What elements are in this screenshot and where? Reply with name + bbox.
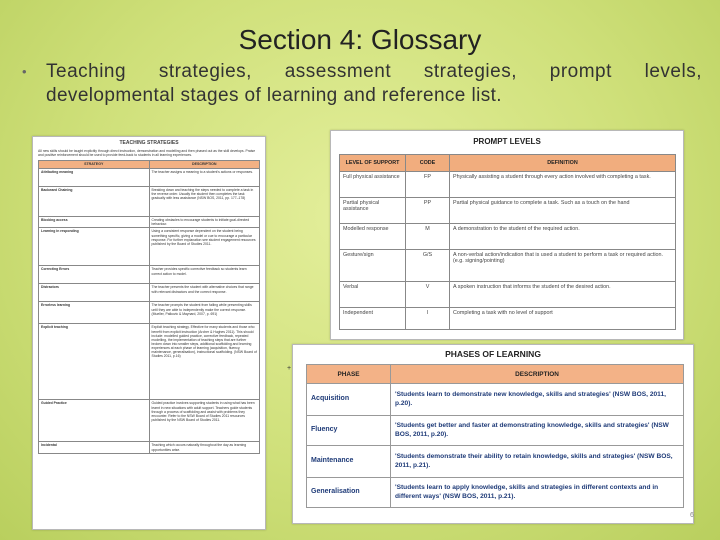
strategy-name: Errorless learning — [39, 302, 150, 324]
bullet-word: Teaching — [46, 61, 127, 82]
table-row — [39, 169, 260, 187]
support-level: Modelled response — [340, 224, 406, 250]
phase-name: Fluency — [307, 416, 391, 446]
support-definition: Partial physical guidance to complete a task. Such as a touch on the hand — [450, 198, 676, 224]
strategy-description: The teacher assigns a meaning to a student's actions or responses. — [149, 169, 260, 187]
table-row — [307, 446, 684, 478]
strategy-name: Explicit teaching — [39, 324, 150, 400]
column-header: STRATEGY — [39, 161, 150, 169]
table-row — [39, 228, 260, 266]
table-header-row — [307, 365, 684, 384]
support-code: PP — [406, 198, 450, 224]
bullet-line-1 — [46, 60, 702, 84]
strategy-name: Backward Chaining — [39, 187, 150, 217]
strategy-description: Breaking down and teaching the steps needed to complete a task in the reverse order. Usually the student then completes the task gradually with less assistance (NSW BOS, 2011, pp. 177–178) — [149, 187, 260, 217]
page-number: 6 — [690, 512, 694, 519]
support-code: M — [406, 224, 450, 250]
teaching-strategies-intro: All new skills should be taught explicitly through direct instruction, demonstration and modelling and then phased out as the skill develops. Praise and positive reinforcement should be used to provide feed-back to students in all learning experiences. — [38, 149, 256, 158]
table-row — [307, 478, 684, 508]
strategy-name: Incidental — [39, 442, 150, 453]
phase-description: 'Students demonstrate their ability to retain knowledge, skills and strategies' (NSW BOS, 2011, p.21). — [391, 446, 684, 478]
bullet-word: levels, — [644, 61, 702, 82]
bullet-word: strategies, — [423, 61, 517, 82]
bullet-line-2: developmental stages of learning and reference list. — [46, 85, 502, 106]
table-row — [39, 302, 260, 324]
table-row — [340, 282, 676, 308]
support-code: V — [406, 282, 450, 308]
support-level: Independent — [340, 308, 406, 330]
column-header: LEVEL OF SUPPORT — [340, 155, 406, 172]
table-row — [307, 384, 684, 416]
teaching-strategies-title: TEACHING STRATEGIES — [119, 140, 179, 146]
support-definition: A non-verbal action/indication that is used a student to perform a task or required action. (e.g. signing/pointing) — [450, 250, 676, 282]
prompt-levels-table — [339, 154, 676, 330]
support-level: Full physical assistance — [340, 172, 406, 198]
teaching-strategies-document — [32, 136, 266, 530]
column-header: PHASE — [307, 365, 391, 384]
strategy-name: Distractors — [39, 284, 150, 302]
strategy-description: Teaching which occurs naturally throughout the day as learning opportunities arise. — [149, 442, 260, 453]
phases-of-learning-title: PHASES OF LEARNING — [445, 349, 541, 359]
table-row — [39, 442, 260, 453]
table-row — [39, 266, 260, 284]
slide-title: Section 4: Glossary — [238, 24, 482, 55]
table-row — [340, 172, 676, 198]
phases-of-learning-table — [306, 364, 684, 508]
phases-of-learning-document — [287, 344, 694, 524]
support-code: G/S — [406, 250, 450, 282]
bullet-word: prompt — [549, 61, 612, 82]
support-code: FP — [406, 172, 450, 198]
strategy-name: Correcting Errors — [39, 266, 150, 284]
table-row — [39, 217, 260, 228]
support-definition: Physically assisting a student through every action involved with completing a task. — [450, 172, 676, 198]
support-definition: Completing a task with no level of support — [450, 308, 676, 330]
support-level: Verbal — [340, 282, 406, 308]
strategy-name: Attributing meaning — [39, 169, 150, 187]
phase-description: 'Students learn to apply knowledge, skills and strategies in different contexts and in different ways' (NSW BOS, 2011, p.21). — [391, 478, 684, 508]
strategy-name: Blocking access — [39, 217, 150, 228]
strategy-description: Creating obstacles to encourage students to initiate goal-directed behaviour. — [149, 217, 260, 228]
strategy-description: Explicit teaching strategy. Effective for many students and those who benefit from explicit instruction (Archer & Hughes 2011). This should include: modelled guided practice, corrective feedback, repeated modelling, the implementation of teaching steps that are further broken down into smaller steps, additional scaffolding and learning experiences at each phase of learning (acquisition, fluency, maintenance, generalisation), instructional scaffolding. (NSW Board of Studies 2011, p.16) — [149, 324, 260, 400]
table-row — [307, 416, 684, 446]
support-code: I — [406, 308, 450, 330]
table-row — [340, 308, 676, 330]
phase-name: Maintenance — [307, 446, 391, 478]
support-level: Gesture/sign — [340, 250, 406, 282]
bullet-word: strategies, — [158, 61, 252, 82]
table-header-row — [39, 161, 260, 169]
strategy-description: The teacher presents the student with alternative choices that range with relevant distractors and the correct response. — [149, 284, 260, 302]
column-header: CODE — [406, 155, 450, 172]
prompt-levels-document — [330, 130, 684, 340]
teaching-strategies-table — [38, 160, 260, 453]
column-header: DEFINITION — [450, 155, 676, 172]
prompt-levels-title: PROMPT LEVELS — [473, 137, 541, 146]
strategy-name: Learning in responding — [39, 228, 150, 266]
bullet-dot-icon: • — [22, 64, 27, 79]
strategy-description: Using a consistent response dependent on the student being something specific, giving a model or cue to encourage a particular response. For further explanation see student engagement resources published by the Board of Studies 2011. — [149, 228, 260, 266]
phase-name: Generalisation — [307, 478, 391, 508]
slide-bullet — [22, 60, 702, 108]
support-definition: A demonstration to the student of the required action. — [450, 224, 676, 250]
phase-name: Acquisition — [307, 384, 391, 416]
table-row — [340, 250, 676, 282]
strategy-description: The teacher prompts the student from failing while presenting skills until they are able to independently make the correct response. (Mueller, Palkovic & Maynard, 2007, p. 691) — [149, 302, 260, 324]
table-row — [39, 324, 260, 400]
strategy-description: Guided practice involves supporting students in using what has been learnt in new situations with adult support. Teachers guide students through a process of scaffolding and assist with problems they encounter. Refer to the NSW Board of Studies 2011 resources published by the NSW Board of Studies 2011. — [149, 400, 260, 442]
support-definition: A spoken instruction that informs the student of the desired action. — [450, 282, 676, 308]
strategy-name: Guided Practice — [39, 400, 150, 442]
phase-description: 'Students get better and faster at demonstrating knowledge, skills and strategies' (NSW BOS, 2011, p.20). — [391, 416, 684, 446]
column-header: DESCRIPTION — [149, 161, 260, 169]
table-row — [39, 187, 260, 217]
bullet-word: assessment — [284, 61, 392, 82]
table-row — [39, 284, 260, 302]
plus-icon: + — [287, 365, 292, 372]
table-row — [340, 198, 676, 224]
strategy-description: Teacher provides specific corrective feedback so students learn correct action to model. — [149, 266, 260, 284]
table-row — [340, 224, 676, 250]
phase-description: 'Students learn to demonstrate new knowledge, skills and strategies' (NSW BOS, 2011, p.20). — [391, 384, 684, 416]
support-level: Partial physical assistance — [340, 198, 406, 224]
table-row — [39, 400, 260, 442]
table-header-row — [340, 155, 676, 172]
column-header: DESCRIPTION — [391, 365, 684, 384]
